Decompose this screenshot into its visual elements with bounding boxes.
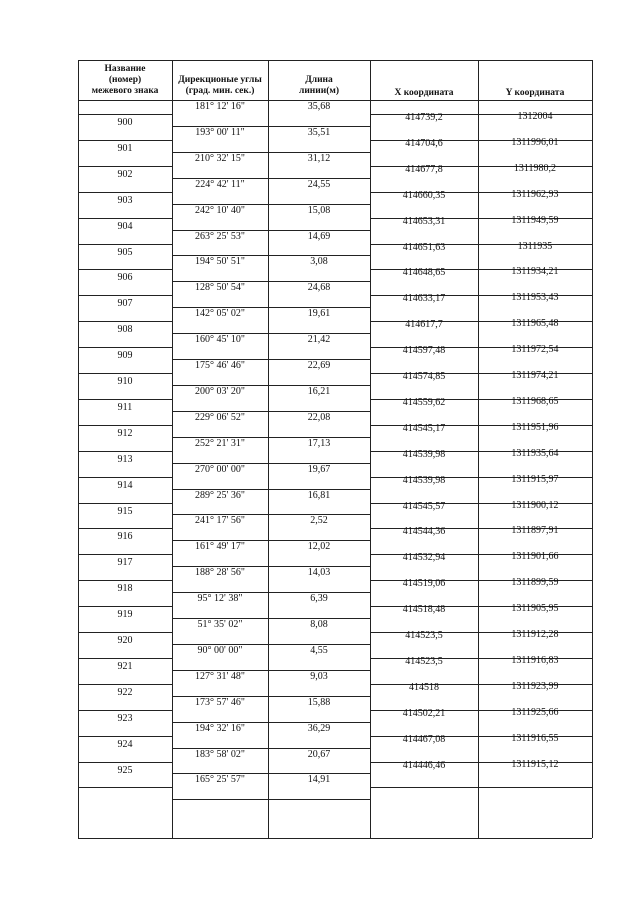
point-row-border — [78, 451, 172, 452]
point-x-coordinate: 414704,6 — [405, 138, 443, 149]
point-name: 914 — [117, 480, 133, 491]
point-name: 901 — [117, 143, 133, 154]
header-y: Y координата — [505, 88, 565, 98]
point-name: 911 — [117, 402, 133, 413]
point-y-coordinate: 1311968,65 — [511, 396, 559, 407]
point-y-coordinate: 1311934,21 — [511, 266, 559, 277]
header-x: Х координата — [394, 88, 454, 98]
point-y-coordinate: 1311897,91 — [511, 525, 559, 536]
point-x-coordinate: 414617,7 — [405, 319, 443, 330]
point-x-coordinate: 414518 — [409, 682, 439, 693]
header-angle-line-2: (град. мин. сек.) — [185, 86, 255, 96]
segment-angle: 90° 00' 00" — [197, 645, 243, 656]
segment-length: 20,67 — [307, 749, 331, 760]
point-name: 917 — [117, 557, 133, 568]
point-name: 909 — [117, 350, 133, 361]
point-x-coordinate: 414539,98 — [402, 475, 446, 486]
point-row-border — [78, 554, 172, 555]
point-y-coordinate: 1311912,28 — [511, 629, 559, 640]
point-row-border — [370, 787, 592, 788]
point-y-coordinate: 1311899,59 — [511, 577, 559, 588]
point-name: 913 — [117, 454, 133, 465]
segment-length: 14,91 — [307, 774, 331, 785]
point-y-coordinate: 1311923,99 — [511, 681, 559, 692]
segment-angle: 173° 57' 46" — [195, 697, 245, 708]
point-x-coordinate: 414677,8 — [405, 164, 443, 175]
point-y-coordinate: 1311980,2 — [513, 163, 557, 174]
header-length-line-1: Длина — [305, 75, 333, 85]
segment-angle: 127° 31' 48" — [195, 671, 245, 682]
point-y-coordinate: 1311905,95 — [511, 603, 559, 614]
point-row-border — [78, 425, 172, 426]
header-name-line-3: межевого знака — [91, 86, 159, 96]
segment-length: 35,68 — [307, 101, 331, 112]
segment-length: 14,03 — [307, 567, 331, 578]
segment-length: 22,69 — [307, 360, 331, 371]
header-angle — [172, 75, 268, 97]
point-x-coordinate: 414532,94 — [402, 552, 446, 563]
segment-angle: 161° 49' 17" — [195, 541, 245, 552]
point-x-coordinate: 414597,48 — [402, 345, 446, 356]
point-name: 905 — [117, 247, 133, 258]
segment-row-border — [172, 799, 370, 800]
point-x-coordinate: 414467,08 — [402, 734, 446, 745]
point-x-coordinate: 414739,2 — [405, 112, 443, 123]
point-name: 924 — [117, 739, 133, 750]
segment-angle: 263° 25' 53" — [195, 231, 245, 242]
segment-angle: 194° 32' 16" — [195, 723, 245, 734]
segment-angle: 289° 25' 36" — [195, 490, 245, 501]
segment-angle: 252° 21' 31" — [195, 438, 245, 449]
point-row-border — [78, 399, 172, 400]
point-x-coordinate: 414653,31 — [402, 216, 446, 227]
segment-angle: 165° 25' 57" — [195, 774, 245, 785]
segment-length: 14,69 — [307, 231, 331, 242]
header-angle-line-1: Дирекционые углы — [178, 75, 262, 85]
point-y-coordinate: 1311915,12 — [511, 759, 559, 770]
segment-angle: 142° 05' 02" — [195, 308, 245, 319]
point-x-coordinate: 414446,46 — [402, 760, 446, 771]
segment-angle: 175° 46' 46" — [195, 360, 245, 371]
point-name: 910 — [117, 376, 133, 387]
segment-length: 12,02 — [307, 541, 331, 552]
segment-angle: 188° 28' 56" — [195, 567, 245, 578]
point-name: 920 — [117, 635, 133, 646]
point-name: 900 — [117, 117, 133, 128]
point-x-coordinate: 414523,5 — [405, 656, 443, 667]
point-name: 903 — [117, 195, 133, 206]
segment-length: 35,51 — [307, 127, 331, 138]
point-name: 923 — [117, 713, 133, 724]
point-row-border — [78, 528, 172, 529]
point-y-coordinate: 1311925,66 — [511, 707, 559, 718]
segment-angle: 224° 42' 11" — [195, 179, 245, 190]
segment-length: 19,61 — [307, 308, 331, 319]
segment-length: 17,13 — [307, 438, 331, 449]
segment-length: 15,08 — [307, 205, 331, 216]
point-name: 915 — [117, 506, 133, 517]
segment-length: 8,08 — [310, 619, 328, 630]
point-name: 902 — [117, 169, 133, 180]
point-y-coordinate: 1311901,66 — [511, 551, 559, 562]
point-row-border — [78, 244, 172, 245]
point-x-coordinate: 414660,35 — [402, 190, 446, 201]
header-name-line-1: Название — [104, 64, 146, 74]
segment-length: 15,88 — [307, 697, 331, 708]
point-row-border — [78, 269, 172, 270]
point-row-border — [78, 762, 172, 763]
point-y-coordinate: 1311974,21 — [511, 370, 559, 381]
point-y-coordinate: 1311935,64 — [511, 448, 559, 459]
segment-length: 21,42 — [307, 334, 331, 345]
segment-length: 9,03 — [310, 671, 328, 682]
segment-angle: 210° 32' 15" — [195, 153, 245, 164]
segment-angle: 160° 45' 10" — [195, 334, 245, 345]
point-x-coordinate: 414523,5 — [405, 630, 443, 641]
point-row-border — [78, 373, 172, 374]
segment-angle: 95° 12' 38" — [197, 593, 243, 604]
segment-angle: 242° 10' 40" — [195, 205, 245, 216]
point-row-border — [78, 736, 172, 737]
point-x-coordinate: 414633,17 — [402, 293, 446, 304]
point-x-coordinate: 414651,63 — [402, 242, 446, 253]
point-x-coordinate: 414559,62 — [402, 397, 446, 408]
point-row-border — [78, 347, 172, 348]
point-y-coordinate: 1311949,59 — [511, 215, 559, 226]
point-name: 908 — [117, 324, 133, 335]
point-x-coordinate: 414519,06 — [402, 578, 446, 589]
point-row-border — [78, 710, 172, 711]
point-row-border — [78, 321, 172, 322]
point-x-coordinate: 414648,65 — [402, 267, 446, 278]
point-row-border — [78, 192, 172, 193]
point-row-border — [78, 166, 172, 167]
point-y-coordinate: 1311916,55 — [511, 733, 559, 744]
table-bottom-border — [78, 838, 592, 839]
point-name: 922 — [117, 687, 133, 698]
point-row-border — [78, 503, 172, 504]
point-y-coordinate: 1311962,93 — [511, 189, 559, 200]
point-y-coordinate: 1311953,43 — [511, 292, 559, 303]
segment-length: 31,12 — [307, 153, 331, 164]
segment-angle: 183° 58' 02" — [195, 749, 245, 760]
point-y-coordinate: 1311900,12 — [511, 500, 559, 511]
point-name: 918 — [117, 583, 133, 594]
point-x-coordinate: 414539,98 — [402, 449, 446, 460]
segment-angle: 194° 50' 51" — [195, 256, 245, 267]
point-row-border — [78, 606, 172, 607]
segment-length: 24,68 — [307, 282, 331, 293]
segment-length: 22,08 — [307, 412, 331, 423]
segment-length: 19,67 — [307, 464, 331, 475]
point-x-coordinate: 414545,17 — [402, 423, 446, 434]
column-border — [592, 60, 593, 838]
point-x-coordinate: 414545,57 — [402, 501, 446, 512]
segment-angle: 181° 12' 16" — [195, 101, 245, 112]
point-row-border — [78, 114, 172, 115]
point-name: 925 — [117, 765, 133, 776]
point-row-border — [78, 477, 172, 478]
point-y-coordinate: 1311935 — [517, 241, 553, 252]
segment-length: 6,39 — [310, 593, 328, 604]
point-y-coordinate: 1311916,83 — [511, 655, 559, 666]
segment-angle: 229° 06' 52" — [195, 412, 245, 423]
point-name: 921 — [117, 661, 133, 672]
point-y-coordinate: 1312004 — [517, 111, 553, 122]
point-x-coordinate: 414574,85 — [402, 371, 446, 382]
header-name — [78, 64, 172, 97]
point-name: 916 — [117, 531, 133, 542]
point-y-coordinate: 1311996,01 — [511, 137, 559, 148]
point-name: 907 — [117, 298, 133, 309]
segment-length: 36,29 — [307, 723, 331, 734]
segment-angle: 51° 35' 02" — [197, 619, 243, 630]
point-name: 919 — [117, 609, 133, 620]
segment-angle: 193° 00' 11" — [195, 127, 245, 138]
point-row-border — [78, 658, 172, 659]
point-x-coordinate: 414502,21 — [402, 708, 446, 719]
segment-length: 16,21 — [307, 386, 331, 397]
segment-length: 16,81 — [307, 490, 331, 501]
point-row-border — [78, 684, 172, 685]
segment-angle: 128° 50' 54" — [195, 282, 245, 293]
point-row-border — [78, 787, 172, 788]
segment-length: 24,55 — [307, 179, 331, 190]
point-y-coordinate: 1311951,96 — [511, 422, 559, 433]
point-name: 912 — [117, 428, 133, 439]
point-row-border — [78, 632, 172, 633]
point-row-border — [78, 140, 172, 141]
segment-length: 4,55 — [310, 645, 328, 656]
table-top-border — [78, 60, 592, 61]
point-row-border — [78, 295, 172, 296]
point-name: 906 — [117, 272, 133, 283]
segment-length: 2,52 — [310, 515, 328, 526]
header-length-line-2: линии(м) — [298, 86, 340, 96]
point-x-coordinate: 414518,48 — [402, 604, 446, 615]
segment-angle: 200° 03' 20" — [195, 386, 245, 397]
point-y-coordinate: 1311972,54 — [511, 344, 559, 355]
point-row-border — [78, 218, 172, 219]
point-name: 904 — [117, 221, 133, 232]
segment-angle: 241° 17' 56" — [195, 515, 245, 526]
point-x-coordinate: 414544,36 — [402, 526, 446, 537]
header-length — [268, 75, 370, 97]
segment-angle: 270° 00' 00" — [195, 464, 245, 475]
point-y-coordinate: 1311915,97 — [511, 474, 559, 485]
header-name-line-2: (номер) — [108, 75, 142, 85]
point-y-coordinate: 1311965,48 — [511, 318, 559, 329]
segment-length: 3,08 — [310, 256, 328, 267]
point-row-border — [78, 580, 172, 581]
